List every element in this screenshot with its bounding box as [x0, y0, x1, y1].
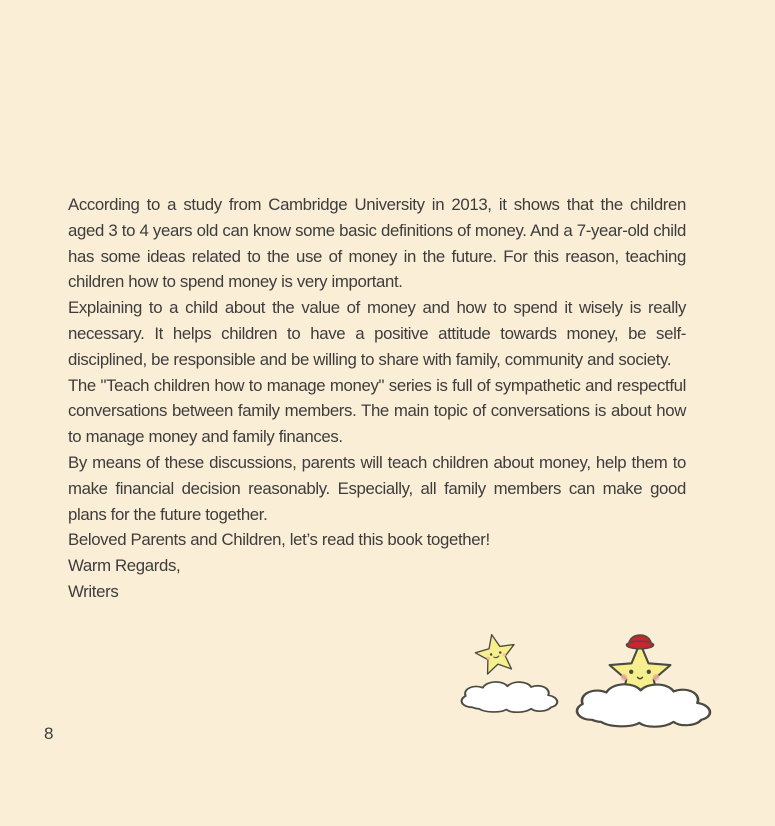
paragraph-3: The "Teach children how to manage money" series is full of sympathetic and respectful conversations between family members. The main topic of conversations is about how to manage money and family finances. — [68, 375, 686, 447]
small-star-icon — [472, 631, 518, 676]
closing-line: Beloved Parents and Children, let’s read this book together! — [68, 530, 490, 550]
page-text — [68, 192, 686, 605]
big-cloud-icon — [577, 684, 710, 726]
signoff-regards: Warm Regards, — [68, 556, 181, 576]
page-number: 8 — [44, 724, 54, 743]
paragraph-2: Explaining to a child about the value of money and how to spend it wisely is really necessary. It helps children to have a positive attitude towards money, be self-disciplined, be responsible and be willing to share with family, community and society. — [68, 298, 686, 369]
paragraph-1: According to a study from Cambridge University in 2013, it shows that the children aged 3 to 4 years old can know some basic definitions of money. And a 7-year-old child has some ideas related to the use of money in the future. For this reason, teaching children how to spend money is very important. — [68, 195, 686, 292]
stars-on-clouds-illustration — [450, 625, 718, 733]
small-cloud-icon — [462, 682, 558, 712]
paragraph-4: By means of these discussions, parents will teach children about money, help them to make financial decision reasonably. Especially, all family members can make good plans for the future together. — [68, 452, 686, 524]
red-hat-icon — [626, 635, 653, 649]
signoff-writers: Writers — [68, 581, 119, 601]
